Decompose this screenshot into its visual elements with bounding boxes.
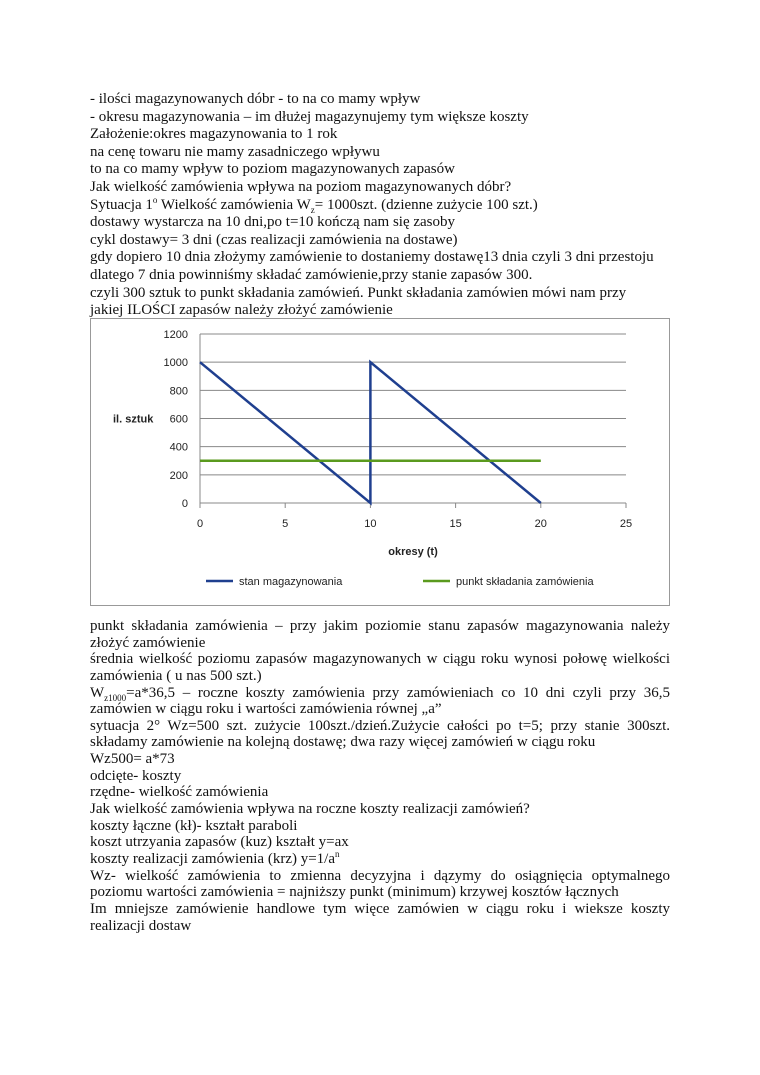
- text-line: odcięte- koszty: [90, 767, 182, 784]
- text-line: rzędne- wielkość zamówienia: [90, 784, 269, 801]
- legend-label: punkt składania zamówienia: [456, 576, 594, 588]
- text-fragment: =a*36,5 – roczne koszty zamówienia przy zamówieniach co 10 dni czyli przy 36,5: [126, 684, 670, 701]
- text-line: Założenie:okres magazynowania to 1 rok: [90, 126, 338, 143]
- text-line: Jak wielkość zamówienia wpływa na roczne koszty realizacji zamówień?: [90, 801, 530, 818]
- chart-svg: [91, 319, 669, 605]
- text-line: [90, 194, 670, 215]
- y-tick-label: 400: [169, 441, 188, 454]
- text-line: - ilości magazynowanych dóbr - to na co mamy wpływ: [90, 91, 421, 107]
- text-line: dostawy wystarcza na 10 dni,po t=10 kończą nam się zasoby: [90, 214, 456, 231]
- x-tick-label: 10: [364, 518, 377, 530]
- text-line: poziomu wartości zamówienia = najniższy punkt (minimum) krzywej kosztów łącznych: [90, 884, 619, 901]
- text-line: dlatego 7 dnia powinniśmy składać zamówienie,przy stanie zapasów 300.: [90, 266, 533, 283]
- text-line: Im mniejsze zamówienie handlowe tym więce zamówien w ciągu roku i wieksze koszty: [90, 900, 670, 917]
- y-tick-label: 0: [181, 498, 188, 510]
- inventory-chart: [90, 318, 670, 606]
- y-axis-title: il. sztuk: [113, 413, 154, 426]
- text-fragment: W: [90, 684, 105, 701]
- y-tick-label: 1000: [163, 357, 188, 370]
- text-line: cykl dostawy= 3 dni (czas realizacji zamówienia na dostawe): [90, 231, 458, 248]
- text-line: gdy dopiero 10 dnia złożymy zamówienie to dostaniemy dostawę13 dnia czyli 3 dni przestoju: [90, 249, 654, 266]
- text-line: średnia wielkość poziomu zapasów magazynowanych w ciągu roku wynosi połowę wielkości: [90, 651, 670, 668]
- y-tick-label: 200: [169, 469, 188, 482]
- text-line: sytuacja 2° Wz=500 szt. zużycie 100szt./dzień.Zużycie całości po t=5; przy stanie 300szt.: [90, 717, 670, 734]
- text-line: jakiej ILOŚCI zapasów należy złożyć zamówienie: [90, 302, 393, 319]
- text-line: realizacji dostaw: [90, 917, 192, 934]
- paragraph-block-bottom: [90, 618, 670, 934]
- x-tick-label: 15: [449, 518, 462, 530]
- text-fragment: Wielkość zamówienia W: [157, 196, 311, 213]
- text-line: koszt utrzyania zapasów (kuz) kształt y=ax: [90, 834, 349, 851]
- x-tick-label: 0: [196, 518, 204, 530]
- text-line: [90, 848, 670, 868]
- text-line: punkt składania zamówienia – przy jakim poziomie stanu zapasów magazynowania należy: [90, 618, 670, 634]
- superscript: n: [335, 848, 340, 859]
- y-tick-label: 1200: [163, 329, 188, 341]
- text-line: składamy zamówienie na kolejną dostawę; dwa razy więcej zamówień w ciągu roku: [90, 734, 596, 751]
- text-fragment: koszty realizacji zamówienia (krz) y=1/a: [90, 850, 336, 867]
- text-line: zamówien w ciągu roku i wartości zamówienia równej „a”: [90, 701, 442, 718]
- x-tick-label: 5: [282, 518, 289, 530]
- text-line: czyli 300 sztuk to punkt składania zamówień. Punkt składania zamówien mówi nam przy: [90, 284, 627, 301]
- text-line: to na co mamy wpływ to poziom magazynowanych zapasów: [90, 161, 455, 178]
- y-tick-label: 600: [169, 413, 188, 426]
- text-fragment: Sytuacja 1: [90, 196, 153, 213]
- text-line: - okresu magazynowania – im dłużej magazynujemy tym większe koszty: [90, 108, 529, 125]
- text-line: koszty łączne (kł)- kształt paraboli: [90, 817, 298, 834]
- text-line: [90, 685, 670, 702]
- y-tick-label: 800: [169, 385, 188, 398]
- subscript: z1000: [104, 692, 127, 703]
- superscript: o: [152, 194, 158, 205]
- paragraph-block-top: [90, 91, 670, 320]
- subscript: z: [310, 204, 315, 215]
- x-axis-title: okresy (t): [388, 546, 438, 558]
- series-line-0: [200, 362, 541, 503]
- text-line: zamówienia ( u nas 500 szt.): [90, 667, 262, 684]
- x-tick-label: 25: [619, 518, 633, 530]
- legend-label: stan magazynowania: [239, 576, 343, 588]
- text-line: Wz500= a*73: [90, 751, 175, 768]
- text-fragment: = 1000szt. (dzienne zużycie 100 szt.): [314, 196, 538, 213]
- text-line: na cenę towaru nie mamy zasadniczego wpływu: [90, 143, 380, 160]
- text-line: Wz- wielkość zamówienia to zmienna decyzyjna i dązymy do osiągnięcia optymalnego: [90, 867, 670, 884]
- text-line: złożyć zamówienie: [90, 634, 206, 651]
- text-line: Jak wielkość zamówienia wpływa na poziom magazynowanych dóbr?: [90, 178, 512, 195]
- x-tick-label: 20: [534, 518, 547, 530]
